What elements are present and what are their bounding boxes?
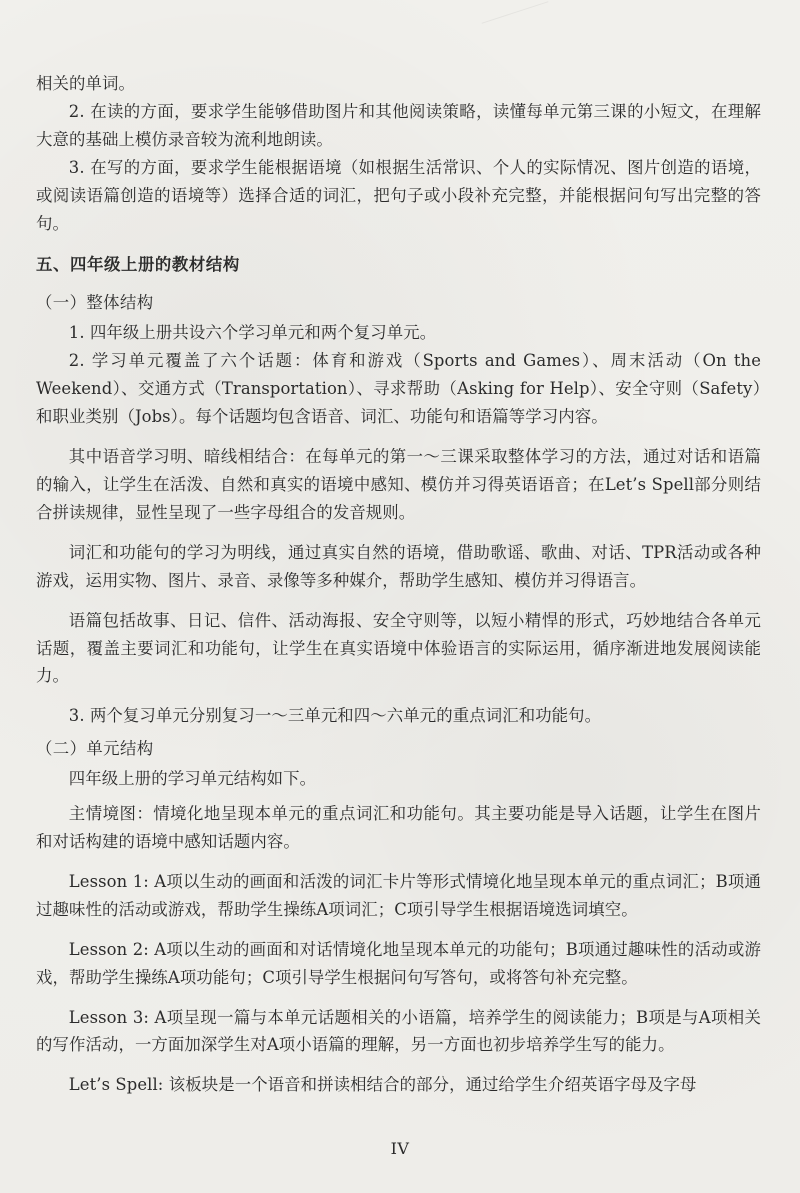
body-paragraph: 2. 在读的方面，要求学生能够借助图片和其他阅读策略，读懂每单元第三课的小短文，在理解大意的基础上模仿录音较为流利地朗读。 bbox=[36, 101, 761, 149]
body-paragraph: Lesson 1: A项以生动的画面和活泼的词汇卡片等形式情境化地呈现本单元的重点词汇；B项通过趣味性的活动或游戏，帮助学生操练A项词汇；C项引导学生根据语境选词填空。 bbox=[36, 871, 761, 919]
body-paragraph: 1. 四年级上册共设六个学习单元和两个复习单元。 bbox=[68, 323, 437, 343]
document-content bbox=[36, 70, 761, 1099]
section-heading: 五、四年级上册的教材结构 bbox=[36, 255, 240, 275]
body-paragraph: Lesson 2: A项以生动的画面和对话情境化地呈现本单元的功能句；B项通过趣味性的活动或游戏，帮助学生操练A项功能句；C项引导学生根据问句写答句，或将答句补充完整。 bbox=[36, 939, 761, 987]
body-paragraph: 主情境图：情境化地呈现本单元的重点词汇和功能句。其主要功能是导入话题，让学生在图片和对话构建的语境中感知话题内容。 bbox=[36, 804, 761, 852]
body-paragraph: 其中语音学习明、暗线相结合：在每单元的第一～三课采取整体学习的方法，通过对话和语篇的输入，让学生在活泼、自然和真实的语境中感知、模仿并习得英语语音；在Let’s Spell部分则结合拼读规律，显性呈现了一些字母组合的发音规则。 bbox=[36, 447, 761, 522]
body-paragraph: 相关的单词。 bbox=[36, 74, 135, 93]
body-paragraph: Let’s Spell: 该板块是一个语音和拼读相结合的部分，通过给学生介绍英语字母及字母 bbox=[68, 1075, 697, 1095]
body-paragraph: 2. 学习单元覆盖了六个话题：体育和游戏（Sports and Games）、周末活动（On the Weekend）、交通方式（Transportation）、寻求帮助（Asking for Help）、安全守则（Safety）和职业类别（Jobs）。每个话题均包含语音、词汇、功能句和语篇等学习内容。 bbox=[36, 351, 761, 427]
scan-artifact-line bbox=[482, 1, 549, 24]
body-paragraph: 3. 两个复习单元分别复习一～三单元和四～六单元的重点词汇和功能句。 bbox=[68, 706, 602, 726]
body-paragraph: 语篇包括故事、日记、信件、活动海报、安全守则等，以短小精悍的形式，巧妙地结合各单元话题，覆盖主要词汇和功能句，让学生在真实语境中体验语言的实际运用，循序渐进地发展阅读能力。 bbox=[36, 610, 761, 686]
body-paragraph: Lesson 3: A项呈现一篇与本单元话题相关的小语篇，培养学生的阅读能力；B项是与A项相关的写作活动，一方面加深学生对A项小语篇的理解，另一方面也初步培养学生写的能力。 bbox=[36, 1007, 761, 1055]
page-number: IV bbox=[390, 1139, 410, 1158]
subsection-heading: （一）整体结构 bbox=[36, 293, 154, 313]
body-paragraph: 词汇和功能句的学习为明线，通过真实自然的语境，借助歌谣、歌曲、对话、TPR活动或各种游戏，运用实物、图片、录音、录像等多种媒介，帮助学生感知、模仿并习得语言。 bbox=[36, 542, 761, 590]
subsection-heading: （二）单元结构 bbox=[36, 739, 154, 759]
body-paragraph: 四年级上册的学习单元结构如下。 bbox=[68, 769, 317, 789]
body-paragraph: 3. 在写的方面，要求学生能根据语境（如根据生活常识、个人的实际情况、图片创造的语境，或阅读语篇创造的语境等）选择合适的词汇，把句子或小段补充完整，并能根据问句写出完整的答句。 bbox=[36, 157, 761, 233]
